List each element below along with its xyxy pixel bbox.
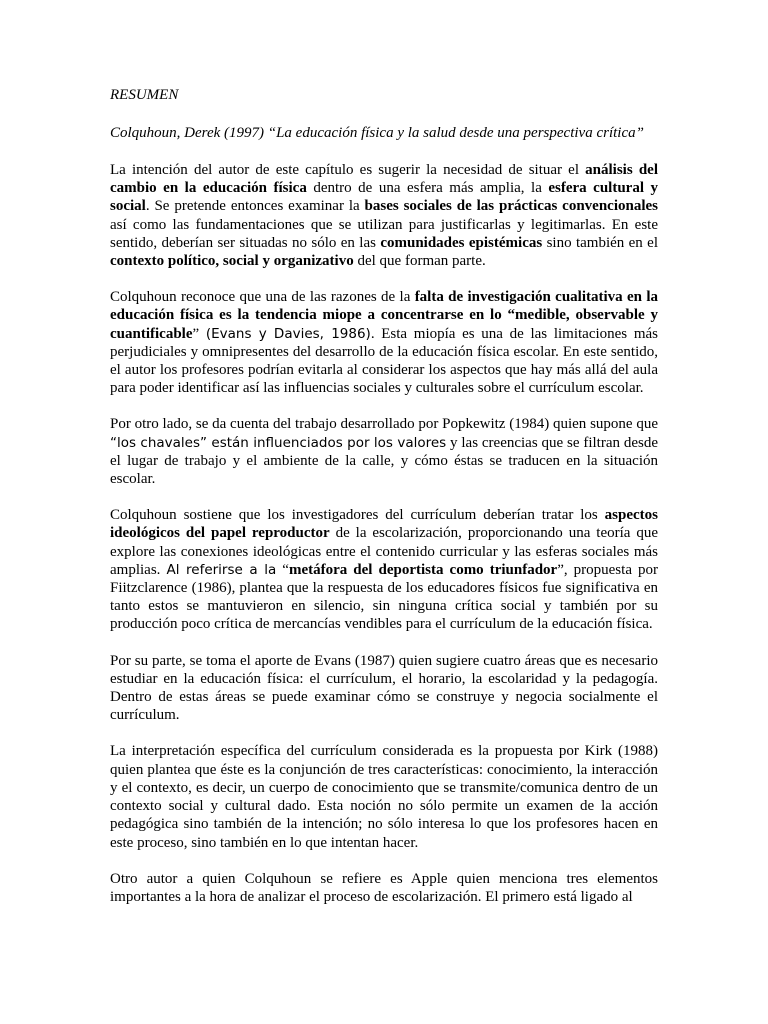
paragraph-2: [110, 288, 658, 397]
bold-run: bases sociales de las prácticas convencionales: [364, 198, 658, 215]
text-run: La intención del autor de este capítulo es sugerir la necesidad de situar el: [110, 162, 586, 178]
text-run: ”: [192, 325, 206, 342]
citation: Colquhoun, Derek (1997) “La educación física y la salud desde una perspectiva crítica”: [110, 125, 644, 141]
text-run: “: [276, 561, 289, 578]
bold-run: contexto político, social y organizativo: [110, 253, 354, 270]
bold-run: aspectos ideológicos del papel reproductor: [110, 507, 658, 542]
text-run: . Esta miopía es una de las limitaciones más perjudiciales y omnipresentes del desarrollo de la educación física escolar. En este sentido, el autor los profesores podrían evitarla al considerar los aspectos que hay más allá del aula para poder identificar así las influencias sociales y culturales sobre el currículum escolar.: [110, 325, 658, 397]
text-run: ”, propuesta por Fiitzclarence (1986), plantea que la respuesta de los educadores físicos fue significativa en tanto estos se mantuvieron en silencio, sin ninguna crítica social y también por su producción poco crítica de mercancías vendibles para el currículum de la educación física.: [110, 561, 659, 633]
bold-run: falta de investigación cualitativa en la educación física es la tendencia miope a concentrarse en lo “medible, observable y cuantificable: [110, 289, 658, 342]
document-heading: RESUMEN: [110, 87, 179, 103]
bold-run: análisis del cambio en la educación física: [110, 162, 658, 197]
paragraph-7: Otro autor a quien Colquhoun se refiere es Apple quien menciona tres elementos importantes a la hora de analizar el proceso de escolarización. El primero está ligado al: [110, 870, 658, 905]
paragraph-4: [110, 506, 658, 633]
paragraph-3: [110, 415, 658, 488]
sans-run: (Evans y Davies, 1986): [205, 325, 371, 342]
bold-run: comunidades epistémicas: [380, 234, 543, 251]
text-run: así como las fundamentaciones que se utilizan para justificarlas y legitimarlas. En este sentido, deberían ser situadas no sólo en las: [110, 216, 658, 251]
sans-run: Al referirse a la: [166, 561, 277, 578]
text-run: dentro de una esfera más amplia, la: [306, 180, 549, 197]
text-run: y las creencias que se filtran desde el lugar de trabajo y el ambiente de la calle, y cómo éstas se traducen en la situación escolar.: [110, 434, 658, 488]
text-run: de la escolarización, proporcionando una teoría que explore las conexiones ideológicas entre el contenido curricular y las esferas sociales más amplias.: [110, 525, 658, 578]
text-run: Colquhoun reconoce que una de las razones de la: [110, 289, 415, 306]
paragraph-1: [110, 161, 658, 270]
bold-run: metáfora del deportista como triunfador: [288, 561, 558, 578]
text-run: Colquhoun sostiene que los investigadores del currículum deberían tratar los: [110, 507, 605, 524]
paragraph-5: Por su parte, se toma el aporte de Evans (1987) quien sugiere cuatro áreas que es necesario estudiar en la educación física: el currículum, el horario, la escolaridad y la pedagogía. Dentro de estas áreas se puede examinar cómo se construye y negocia socialmente el currículum.: [110, 652, 658, 724]
text-run: . Se pretende entonces examinar la: [145, 198, 365, 215]
bold-run: esfera cultural y social: [110, 180, 658, 215]
text-run: Por otro lado, se da cuenta del trabajo desarrollado por Popkewitz (1984) quien supone que: [110, 416, 658, 433]
text-run: sino también en el: [542, 234, 658, 251]
text-run: del que forman parte.: [353, 253, 486, 270]
sans-run: “los chavales” están influenciados por los valores: [110, 434, 447, 451]
paragraph-6: La interpretación específica del currículum considerada es la propuesta por Kirk (1988) quien plantea que éste es la conjunción de tres características: conocimiento, la interacción y el contexto, es decir, un cuerpo de conocimiento que se transmite/comunica dentro de un contexto social y cultural dado. Esta noción no sólo permite un examen de la acción pedagógica sino también de la intención; no sólo interesa lo que los profesores hacen en este proceso, sino también en lo que intentan hacer.: [110, 743, 658, 851]
